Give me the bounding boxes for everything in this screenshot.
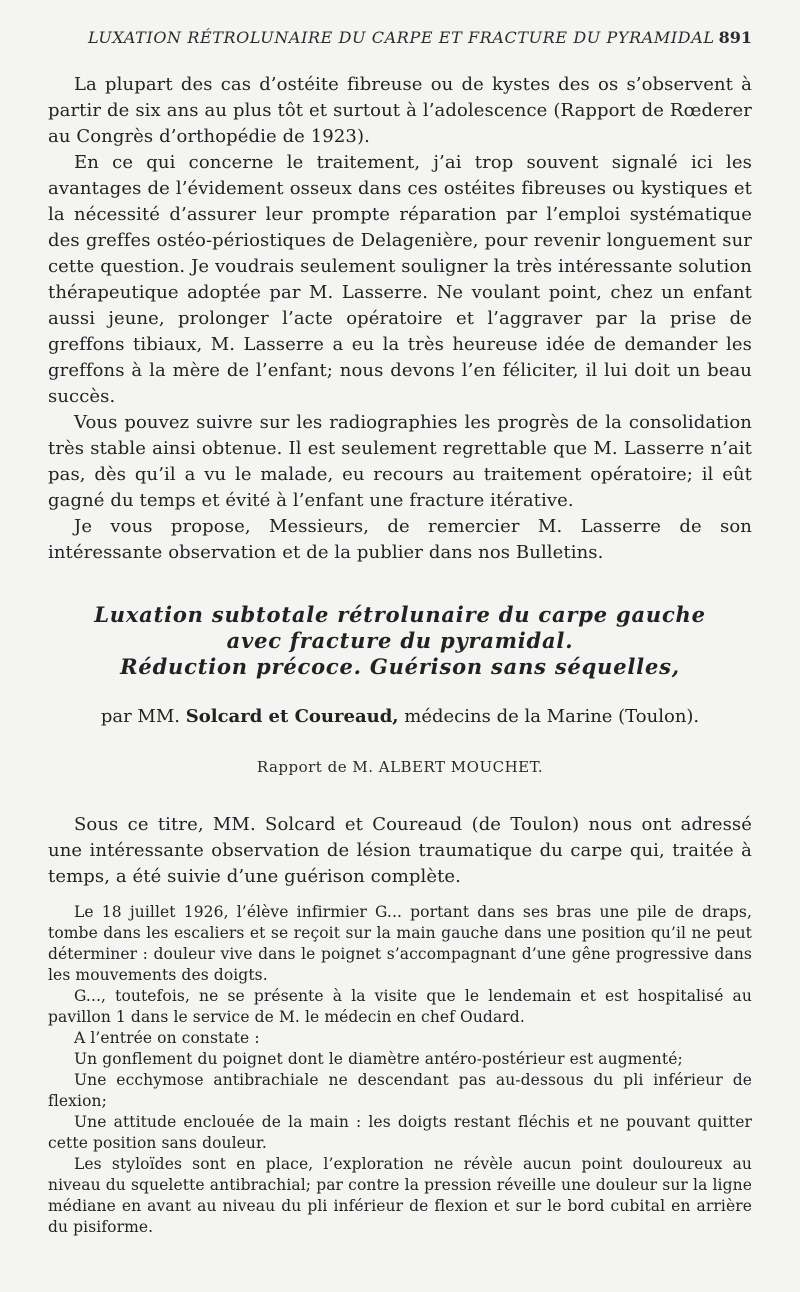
- article-title-line: Luxation subtotale rétrolunaire du carpe gauche: [94, 602, 706, 627]
- case-paragraph: A l’entrée on constate :: [74, 1029, 260, 1047]
- paragraph: Je vous propose, Messieurs, de remercier M. Lasserre de son intéressante observation et de la publier dans nos Bulletins.: [48, 516, 752, 563]
- byline: [48, 704, 752, 730]
- case-paragraph: Le 18 juillet 1926, l’élève infirmier G... portant dans ses bras une pile de draps, tombe dans les escaliers et se reçoit sur la main gauche dans une position qu’il ne peut déterminer : douleur vive dans le poignet s’accompagnant d’une gêne progressive dans les mouvements des doigts.: [48, 903, 752, 984]
- previous-article-conclusion: [48, 72, 752, 566]
- case-paragraph: G..., toutefois, ne se présente à la visite que le lendemain et est hospitalisé au pavillon 1 dans le service de M. le médecin en chef Oudard.: [48, 987, 752, 1026]
- article-title-line: avec fracture du pyramidal.: [226, 628, 574, 653]
- paragraph: En ce qui concerne le traitement, j’ai trop souvent signalé ici les avantages de l’évidement osseux dans ces ostéites fibreuses ou kystiques et la nécessité d’assurer leur prompte réparation par l’emploi systématique des greffes ostéo-périostiques de Delagenière, pour revenir longuement sur cette question. Je voudrais seulement souligner la très intéressante solution thérapeutique adoptée par M. Lasserre. Ne voulant point, chez un enfant aussi jeune, prolonger l’acte opératoire et l’aggraver par la prise de greffons tibiaux, M. Lasserre a eu la très heureuse idée de demander les greffons à la mère de l’enfant; nous devons l’en féliciter, il lui doit un beau succès.: [48, 152, 752, 407]
- case-paragraph: Une attitude enclouée de la main : les doigts restant fléchis et ne pouvant quitter cette position sans douleur.: [48, 1113, 752, 1152]
- case-observation: [48, 902, 752, 1238]
- article-title-line: Réduction précoce. Guérison sans séquelles,: [120, 654, 680, 679]
- paragraph: La plupart des cas d’ostéite fibreuse ou de kystes des os s’observent à partir de six ans au plus tôt et surtout à l’adolescence (Rapport de Rœderer au Congrès d’orthopédie de 1923).: [48, 74, 752, 147]
- case-paragraph: Une ecchymose antibrachiale ne descendant pas au-dessous du pli inférieur de flexion;: [48, 1071, 752, 1110]
- case-paragraph: Les styloïdes sont en place, l’exploration ne révèle aucun point douloureux au niveau du squelette antibrachial; par contre la pression réveille une douleur sur la ligne médiane en avant au niveau du pli inférieur de flexion et sur le bord cubital en arrière du pisiforme.: [48, 1155, 752, 1236]
- intro-paragraph: Sous ce titre, MM. Solcard et Coureaud (de Toulon) nous ont adressé une intéressante observation de lésion traumatique du carpe qui, traitée à temps, a été suivie d’une guérison complète.: [48, 814, 752, 887]
- paragraph: Vous pouvez suivre sur les radiographies les progrès de la consolidation très stable ainsi obtenue. Il est seulement regrettable que M. Lasserre n’ait pas, dès qu’il a vu le malade, eu recours au traitement opératoire; il eût gagné du temps et évité à l’enfant une fracture itérative.: [48, 412, 752, 511]
- byline-suffix: médecins de la Marine (Toulon).: [404, 706, 700, 727]
- authors: Solcard et Coureaud,: [185, 706, 399, 727]
- running-head: [88, 28, 740, 47]
- article-title: [48, 602, 752, 680]
- byline-prefix: par MM.: [100, 706, 181, 727]
- running-title: LUXATION RÉTROLUNAIRE DU CARPE ET FRACTURE DU PYRAMIDAL: [88, 28, 715, 47]
- report-attribution: Rapport de M. ALBERT MOUCHET.: [256, 758, 544, 776]
- case-paragraph: Un gonflement du poignet dont le diamètre antéro-postérieur est augmenté;: [74, 1050, 683, 1068]
- intro: [48, 812, 752, 890]
- page-number: 891: [718, 28, 752, 47]
